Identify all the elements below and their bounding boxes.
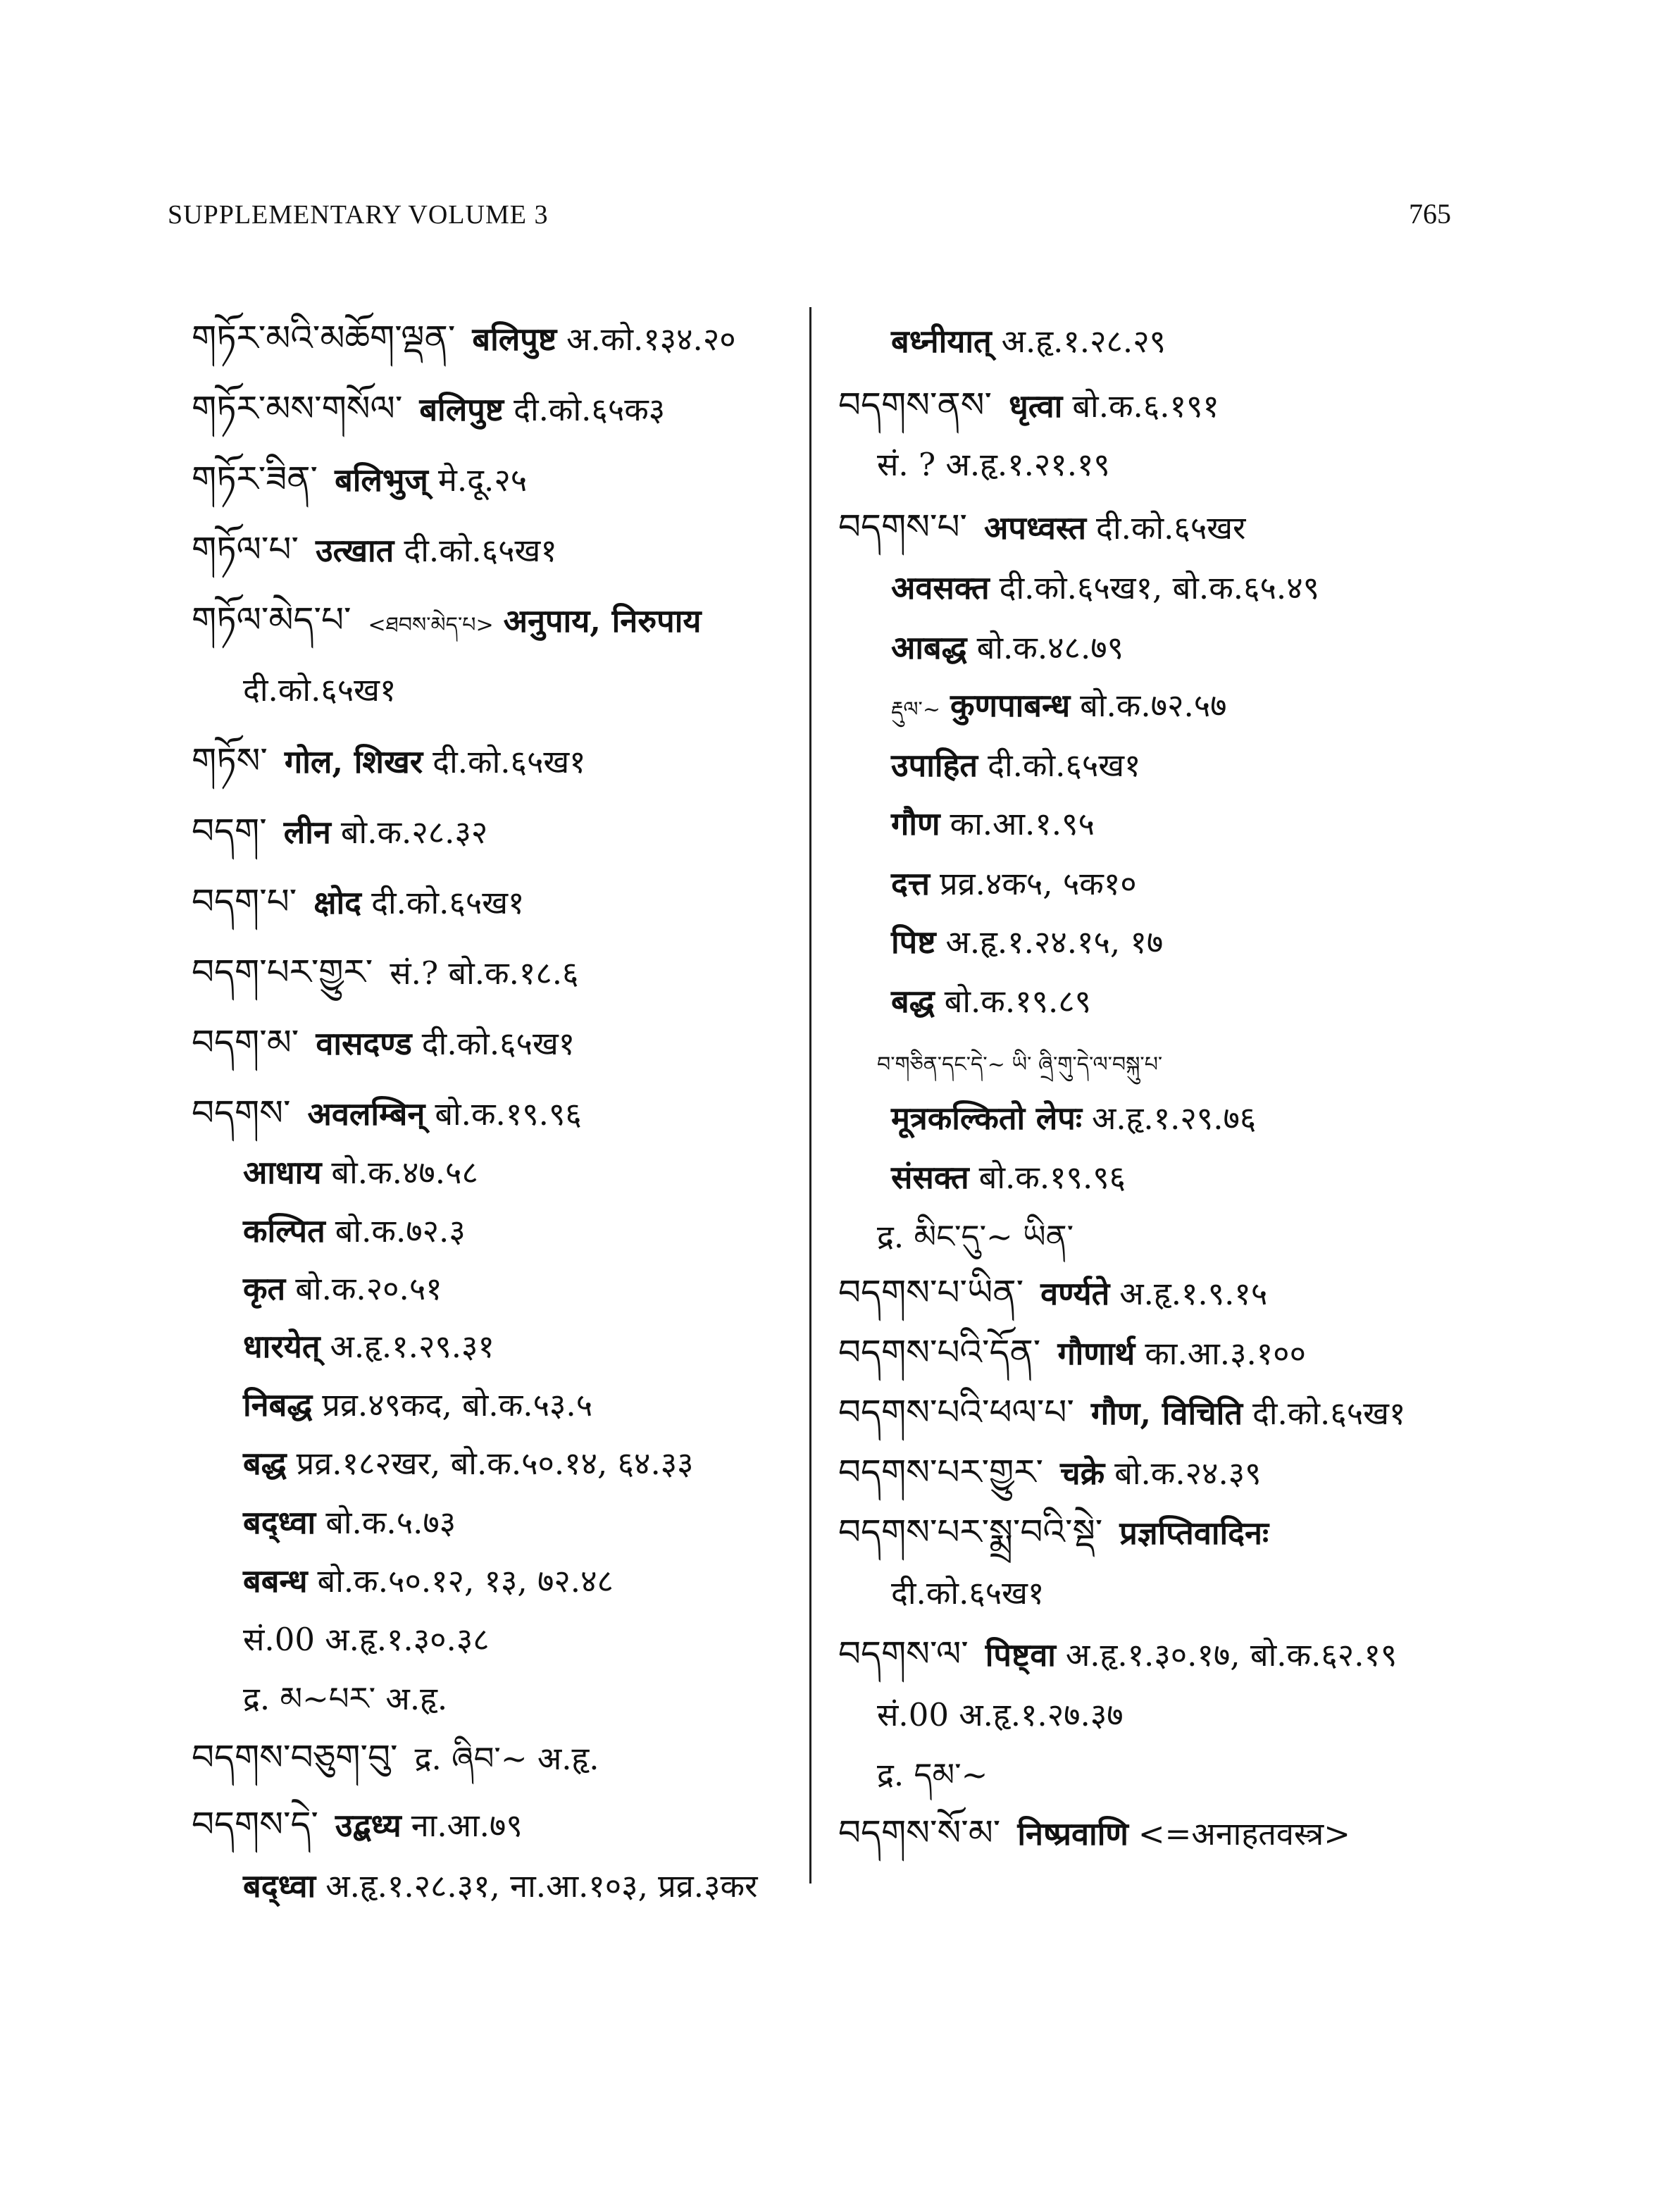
reference: बो.क.४७.५८ [331,1154,478,1191]
column-divider [809,307,811,1884]
dictionary-entry [891,921,1163,964]
reference: का.आ.३.१०० [1145,1335,1306,1372]
tibetan-headword: བདགས་པར་སྨྲ་བའི་སྡེ་ [838,1512,1103,1552]
tibetan-headword: བདག་མ་ [192,1022,299,1063]
dictionary-entry [192,599,711,647]
dictionary-entry [891,1157,1126,1199]
tibetan-headword: བདགས་ལ་ [838,1633,969,1674]
page-number: 765 [1409,198,1451,230]
dictionary-entry [192,951,578,995]
dictionary-entry [192,810,487,854]
dictionary-entry [192,1803,523,1847]
dictionary-entry [891,980,1091,1023]
sanskrit-equivalent: बद्ध [891,983,935,1020]
tibetan-headword: གཏོར་མས་གསོལ་ [192,388,403,429]
tibetan-headword: གཏོལ་མེད་པ་ [192,599,351,640]
sanskrit-equivalent: अनुपाय, निरुपाय [503,602,702,640]
sanskrit-equivalent: बबन्ध [243,1562,308,1600]
reference: ना.आ.७९ [411,1807,523,1844]
dictionary-entry [838,506,1245,549]
reference: दी.को.६५ख१ [1252,1395,1406,1432]
sanskrit-equivalent: वासदण्ड [316,1025,412,1062]
reference: अ.को.१३४.२० [566,320,736,358]
tibetan-headword: བདགས་ [192,1092,291,1133]
sanskrit-equivalent: अवसक्त [891,569,990,606]
reference: दी.को.६५ख१, बो.क.६५.४९ [999,569,1320,606]
tibetan-headword: བདགས་པའི་ཕལ་པ་ [838,1392,1074,1433]
reference: द्र. ཞིབ་~ अ.हृ. [414,1740,599,1777]
reference: दी.को.६५खर [1096,509,1246,547]
reference: सं. ? अ.हृ.१.२१.१९ [877,446,1110,483]
dictionary-entry [877,444,1110,486]
tibetan-note: རྡུལ་~ [891,697,940,722]
reference: बो.क.४८.७९ [976,629,1124,666]
sanskrit-equivalent: क्षोद [313,884,362,921]
sanskrit-equivalent: आधाय [243,1154,322,1191]
sanskrit-equivalent: कुणपाबन्ध [950,687,1071,724]
dictionary-entry [243,1560,614,1602]
dictionary-entry [838,1812,1350,1855]
reference: दी.को.६५ख१ [433,743,586,780]
sanskrit-equivalent: अवलम्बिन् [307,1095,425,1133]
sanskrit-equivalent: दत्त [891,865,930,902]
dictionary-entry [891,1572,1044,1614]
reference: दी.को.६५ख१ [891,1574,1045,1612]
sanskrit-equivalent: धृत्वा [1009,387,1063,425]
reference: द्र. དམ་~ [877,1756,988,1793]
sanskrit-equivalent: उपाहित [891,747,978,784]
reference: अ.हृ.१.२८.३१, ना.आ.१०३, प्रव्र.३कर [325,1867,758,1905]
dictionary-entry [891,567,1319,609]
tibetan-note: <ཐབས་མེད་པ> [368,613,494,637]
dictionary-entry [243,1678,447,1720]
tibetan-headword: བདགས་པ་ཡིན་ [838,1272,1024,1313]
reference: द्र. མ~པར་ अ.हृ. [243,1680,448,1717]
reference: बो.क.५०.१२, १३, ७२.४८ [317,1562,614,1600]
reference: प्रव्र.४९कद, बो.क.५३.५ [322,1386,593,1424]
tibetan-headword: བདགས་སོ་མ་ [838,1812,1001,1853]
dictionary-entry [891,803,1095,845]
reference: अ.हृ.१.२४.१५, १७ [945,923,1164,961]
reference: दी.को.६५ख१ [371,884,525,921]
sanskrit-equivalent: वर्ण्यते [1040,1275,1110,1312]
sanskrit-equivalent: उत्खात [315,532,394,569]
reference: सं.00 अ.हृ.१.२७.३७ [877,1696,1124,1733]
reference: बो.क.१९.९६ [978,1159,1126,1196]
dictionary-entry [192,387,665,431]
dictionary-entry [891,685,1227,731]
reference: मे.दू.२५ [437,461,528,499]
reference: सं.00 अ.हृ.१.३०.३८ [243,1621,490,1658]
reference: दी.को.६५क३ [514,391,666,428]
reference: अ.हृ.१.९.१५ [1119,1275,1268,1312]
sanskrit-equivalent: बलिपुष्ट [419,391,504,428]
reference: बो.क.१९.९६ [435,1095,582,1133]
reference: बो.क.५.७३ [325,1504,456,1541]
dictionary-entry [877,1040,1172,1086]
sanskrit-equivalent: पिष्ट्वा [985,1636,1056,1674]
reference: का.आ.१.९५ [950,805,1095,842]
reference: प्रव्र.४क५, ५क१० [940,865,1137,902]
sanskrit-equivalent: बद्ध [243,1445,287,1482]
reference: दी.को.६५ख१ [421,1025,575,1062]
sanskrit-equivalent: गौणार्थ [1057,1335,1135,1372]
dictionary-entry [243,1210,466,1252]
reference: दी.को.६५ख१ [243,671,397,709]
reference: बो.क.७२.५७ [1080,687,1227,724]
dictionary-entry [838,384,1219,428]
sanskrit-equivalent: बलिपुष्ट [472,320,557,358]
dictionary-entry [891,863,1137,905]
dictionary-entry [877,1694,1124,1736]
tibetan-headword: བདགས་དེ་ [192,1804,318,1845]
sanskrit-equivalent: निबद्ध [243,1386,313,1424]
tibetan-headword: བདག་པ་ [192,881,297,922]
dictionary-entry [891,627,1124,669]
sanskrit-equivalent: गौण [891,805,940,842]
reference: दी.को.६५ख१ [404,532,557,569]
dictionary-entry [192,458,527,502]
sanskrit-equivalent: लीन [283,814,331,851]
running-header: SUPPLEMENTARY VOLUME 3 [168,200,549,230]
sanskrit-equivalent: कल्पित [243,1212,325,1250]
dictionary-entry [891,320,1166,363]
dictionary-entry [891,1097,1256,1140]
tibetan-note: བ་གཅིན་དང་དེ་~ ཡི་ ཞྲི་གུ་དེ་ལ་བསྐུ་པ་ [877,1052,1163,1077]
sanskrit-equivalent: बलिभुज् [335,461,428,499]
tibetan-headword: བདག་པར་གྱུར་ [192,952,373,992]
tibetan-headword: བདག་ [192,811,267,852]
sanskrit-equivalent: बध्नीयात् [891,323,992,360]
sanskrit-equivalent: कृत [243,1270,286,1307]
sanskrit-equivalent: निष्प्रवाणि [1017,1815,1128,1853]
tibetan-headword: བདགས་པ་ [838,506,967,547]
reference: दी.को.६५ख१ [988,747,1141,784]
sanskrit-equivalent: अपध्वस्त [984,509,1087,547]
reference: प्रव्र.१८२खर, बो.क.५०.१४, ६४.३३ [296,1445,694,1482]
dictionary-entry [192,317,736,361]
dictionary-entry [838,1451,1262,1495]
dictionary-entry [877,1216,1074,1258]
dictionary-entry [838,1633,1397,1676]
reference: बो.क.७२.३ [335,1212,466,1250]
dictionary-entry [192,880,524,924]
sanskrit-equivalent: संसक्त [891,1159,969,1196]
tibetan-headword: བདགས་བཅུག་བུ་ [192,1737,398,1778]
dictionary-entry [192,528,557,572]
tibetan-headword: བདགས་པར་གྱུར་ [838,1452,1043,1493]
sanskrit-equivalent: आबद्ध [891,629,967,666]
reference: सं.? बो.क.१८.६ [390,954,579,992]
sanskrit-equivalent: मूत्रकल्कितो लेपः [891,1100,1082,1137]
reference: बो.क.६.१९१ [1072,387,1219,425]
dictionary-entry [243,1619,490,1661]
reference: अ.हृ.१.२८.२९ [1001,323,1166,360]
reference: बो.क.२८.३२ [340,814,488,851]
dictionary-entry [192,740,586,783]
dictionary-entry [192,1736,599,1780]
dictionary-entry [243,1865,757,1907]
sanskrit-equivalent: बद्ध्वा [243,1504,316,1541]
reference: <=अनाहतवस्त्र> [1138,1815,1350,1853]
dictionary-entry [243,1268,442,1310]
sanskrit-equivalent: पिष्ट [891,923,936,961]
dictionary-entry [838,1331,1306,1375]
sanskrit-equivalent: चक्रे [1060,1455,1105,1492]
reference: अ.हृ.१.२९.३१ [330,1328,494,1365]
tibetan-headword: གཏོལ་པ་ [192,529,299,570]
reference: अ.हृ.१.३०.१७, बो.क.६२.१९ [1065,1636,1398,1674]
reference: अ.हृ.१.२९.७६ [1091,1100,1257,1137]
dictionary-entry [192,1092,582,1135]
dictionary-entry [243,1502,456,1544]
sanskrit-equivalent: गोल, शिखर [284,743,423,780]
dictionary-entry [243,1152,478,1194]
reference: द्र. མིང་དུ་~ ཡིན་ [877,1218,1074,1255]
dictionary-entry [243,1326,494,1368]
dictionary-entry [243,669,396,711]
dictionary-entry [243,1443,694,1485]
dictionary-entry [243,1384,592,1426]
sanskrit-equivalent: बद्ध्वा [243,1867,316,1905]
sanskrit-equivalent: प्रज्ञप्तिवादिनः [1119,1514,1269,1552]
reference: बो.क.१९.८९ [944,983,1092,1020]
dictionary-entry [891,745,1140,787]
tibetan-headword: གཏོས་ [192,740,268,781]
reference: बो.क.२०.५१ [295,1270,442,1307]
dictionary-entry [838,1391,1405,1435]
tibetan-headword: གཏོར་མའི་མཆོག་ལྡན་ [192,318,456,359]
sanskrit-equivalent: गौण, विचिति [1090,1395,1243,1432]
sanskrit-equivalent: उद्बध्य [335,1807,402,1844]
reference: बो.क.२४.३९ [1114,1455,1262,1492]
tibetan-headword: གཏོར་ཟིན་ [192,459,318,499]
sanskrit-equivalent: धारयेत् [243,1328,321,1365]
tibetan-headword: བདགས་པའི་དོན་ [838,1332,1041,1373]
dictionary-entry [877,1754,988,1796]
dictionary-entry [838,1271,1267,1315]
dictionary-entry [192,1021,575,1065]
tibetan-headword: བདགས་ནས་ [838,385,993,425]
dictionary-entry [838,1511,1278,1555]
